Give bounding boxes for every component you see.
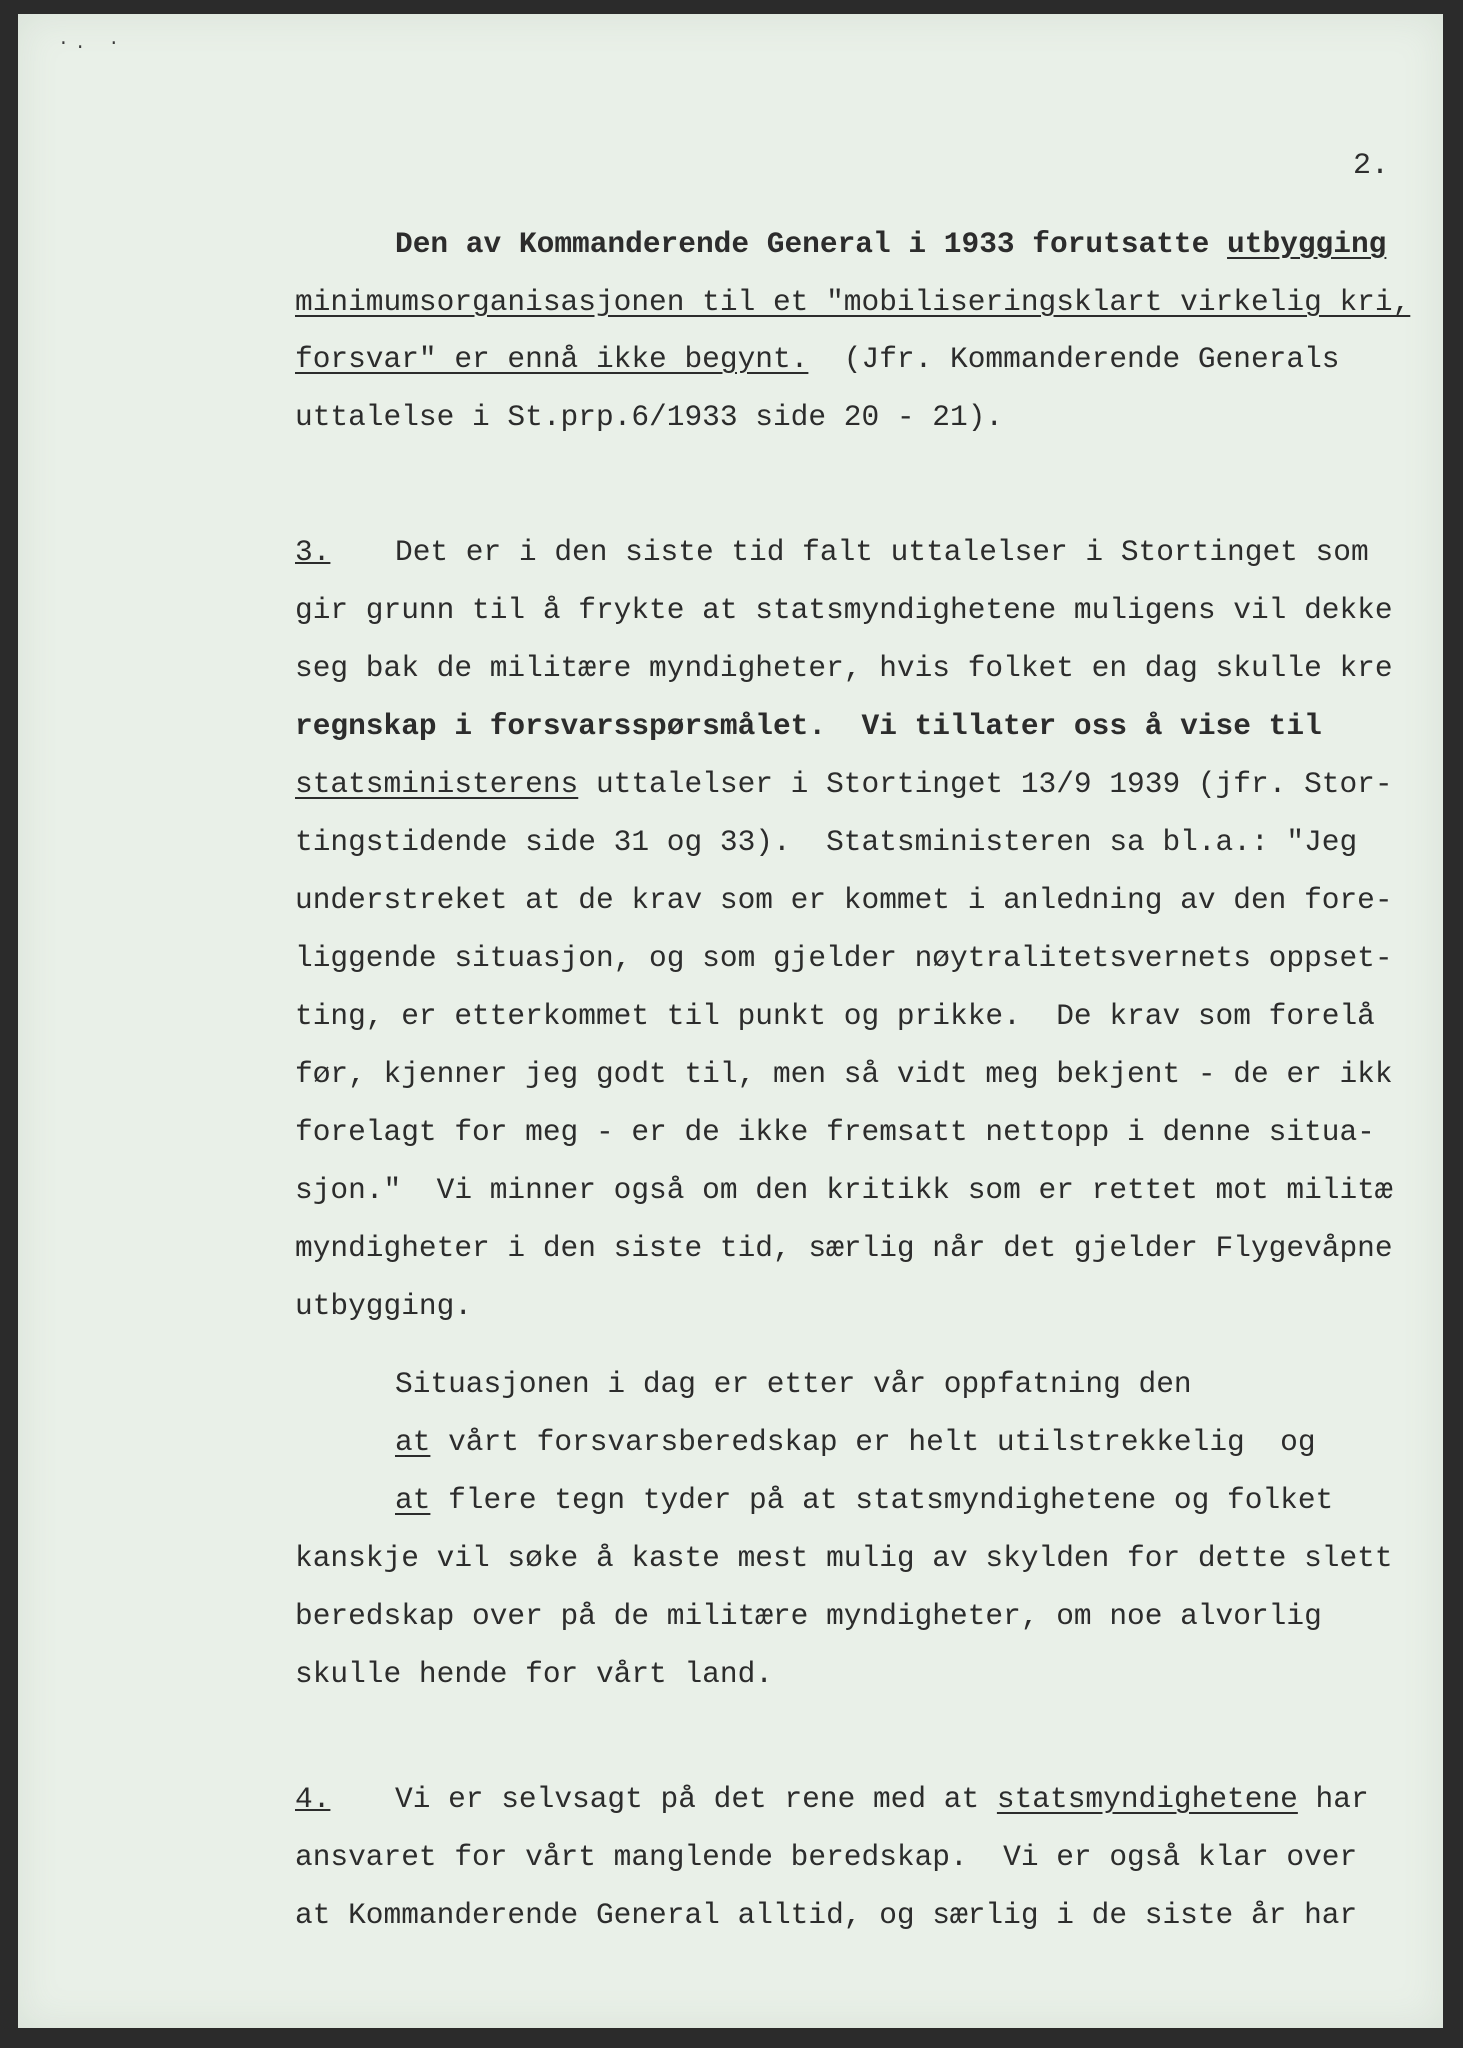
para3-line-4: regnskap i forsvarsspørsmålet. Vi tillater oss å vise til [295,709,1322,743]
para3-line-12: sjon." Vi minner også om den kritikk som er rettet mot militæ [295,1173,1393,1207]
para2-line-1 [395,226,1386,262]
para3b-line-5: beredskap over på de militære myndigheter, om noe alvorlig [295,1599,1322,1633]
section-4-number: 4. [295,1782,331,1816]
para3-line-8: liggende situasjon, og som gjelder nøytralitetsvernets oppset- [295,941,1393,975]
para3-line-13: myndigheter i den siste tid, særlig når det gjelder Flygevåpne [295,1231,1393,1265]
para3b-text: vårt forsvarsberedskap er helt utilstrekkelig og [430,1425,1316,1459]
para3-line-5 [295,766,1393,802]
para2-line-4: uttalelse i St.prp.6/1933 side 20 - 21). [295,400,1004,434]
para2-text: Den av Kommanderende General i 1933 forutsatte [395,227,1228,261]
para2-line-2: minimumsorganisasjonen til et "mobiliseringsklart virkelig kri, [295,285,1411,319]
para3b-line-4: kanskje vil søke å kaste mest mulig av skylden for dette slett [295,1541,1393,1575]
para3b-line-2 [395,1424,1316,1460]
para2-line-3 [295,341,1339,377]
underlined-word: statsmyndighetene [996,1782,1298,1816]
para4-line-1 [395,1781,1369,1817]
para3-line-3: seg bak de militære myndigheter, hvis folket en dag skulle kre [295,651,1393,685]
para3b-line-1: Situasjonen i dag er etter vår oppfatning den [395,1367,1192,1401]
para3-text: uttalelser i Stortinget 13/9 1939 (jfr. Stor- [578,767,1393,801]
underlined-word: utbygging [1227,227,1387,261]
underlined-word: statsministerens [295,767,579,801]
para3-line-10: før, kjenner jeg godt til, men så vidt meg bekjent - de er ikk [295,1057,1393,1091]
underlined-phrase: forsvar" er ennå ikke begynt. [295,342,809,376]
page-number: 2. [1353,149,1390,183]
underlined-word: at [395,1425,431,1459]
para3-line-14: utbygging. [295,1289,473,1323]
para3-line-7: understreket at de krav som er kommet i anledning av den fore- [295,883,1393,917]
para3b-line-6: skulle hende for vårt land. [295,1657,773,1691]
paper-specks: ·. · [58,34,126,54]
section-3-number: 3. [295,535,331,569]
para3b-text: flere tegn tyder på at statsmyndighetene og folket [430,1483,1334,1517]
para3-line-11: forelagt for meg - er de ikke fremsatt nettopp i denne situa- [295,1115,1375,1149]
para4-text: har [1297,1782,1369,1816]
document-page [18,14,1443,2028]
para4-line-2: ansvaret for vårt manglende beredskap. Vi er også klar over [295,1840,1358,1874]
para4-line-3: at Kommanderende General alltid, og særlig i de siste år har [295,1898,1358,1932]
para3b-line-3 [395,1482,1333,1518]
para3-line-1: Det er i den siste tid falt uttalelser i Stortinget som [395,535,1369,569]
para3-line-2: gir grunn til å frykte at statsmyndighetene muligens vil dekke [295,593,1393,627]
para3-line-6: tingstidende side 31 og 33). Statsministeren sa bl.a.: "Jeg [295,825,1358,859]
underlined-word: at [395,1483,431,1517]
para3-line-9: ting, er etterkommet til punkt og prikke. De krav som forelå [295,999,1375,1033]
para4-text: Vi er selvsagt på det rene med at [395,1782,997,1816]
para2-text: (Jfr. Kommanderende Generals [808,342,1340,376]
